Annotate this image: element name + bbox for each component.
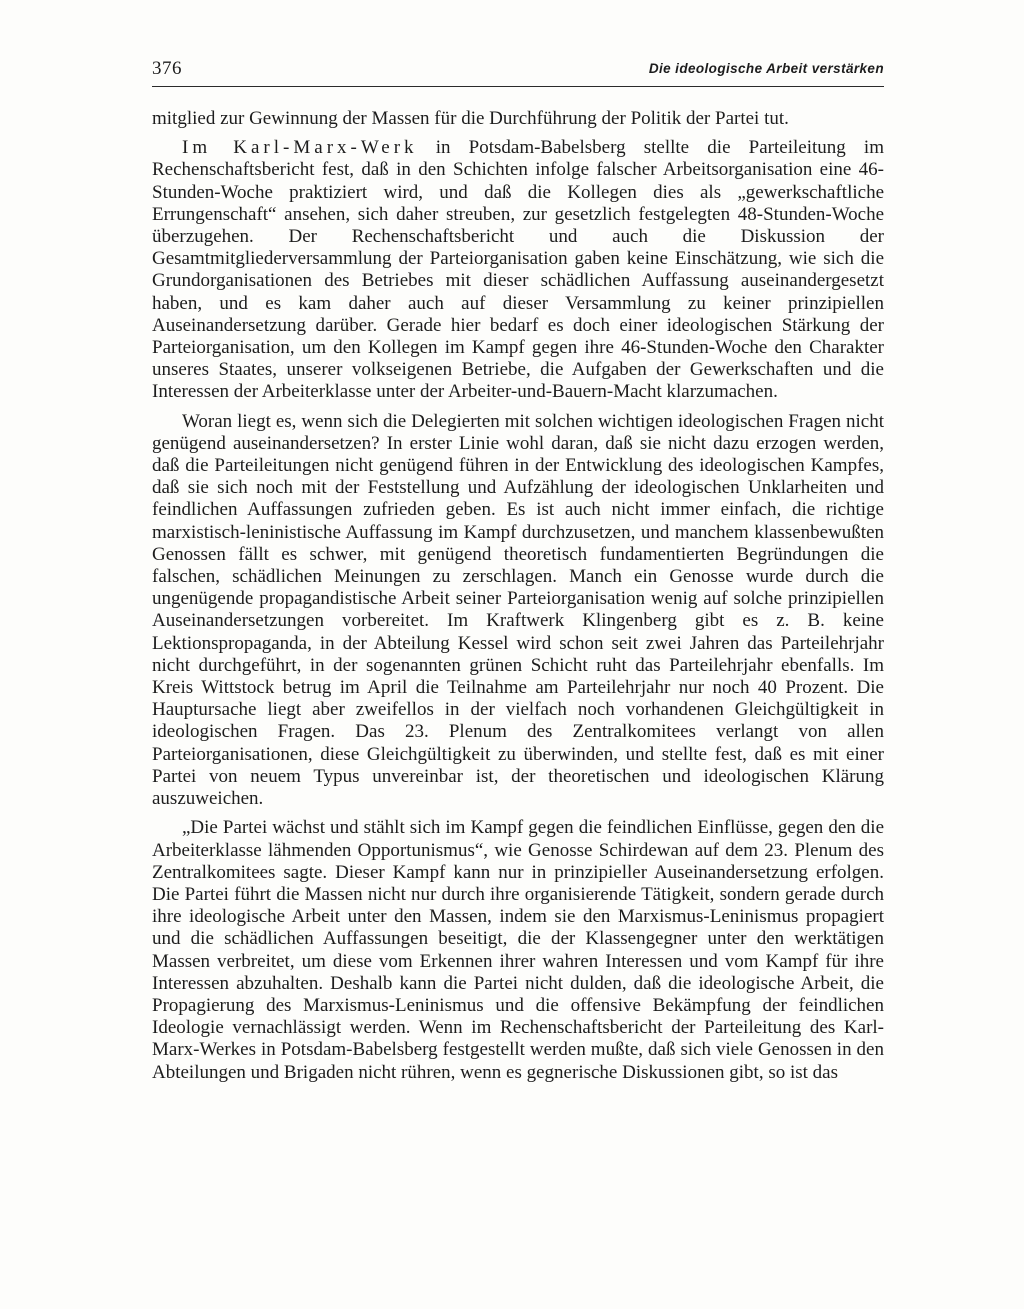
paragraph-3: Woran liegt es, wenn sich die Delegierten mit solchen wichtigen ideologischen Fragen nicht genügend auseinandersetzen? In erster Linie wohl daran, daß sie nicht dazu erzogen werden, daß die Parteileitungen nicht genügend führen in der Entwicklung des ideologischen Kampfes, daß sie sich noch mit der Feststellung und Aufzählung der ideologischen Unklarheiten und feindlichen Auffassungen zufrieden geben. Es ist auch nicht immer einfach, die richtige marxistisch-leninistische Auffassung im Kampf durchzusetzen, und manchem klassenbewußten Genossen fällt es schwer, mit genügend theoretisch fundamentierten Begründungen die falschen, schädlichen Meinungen zu zerschlagen. Manch ein Genosse wurde durch die ungenügende propagandistische Arbeit seiner Parteiorganisation wenig auf solche prinzipiellen Auseinandersetzungen vorbereitet. Im Kraftwerk Klingenberg gibt es z. B. keine Lektionspropaganda, in der Abteilung Kessel wird schon seit zwei Jahren das Parteilehrjahr nicht durchgeführt, in der sogenannten grünen Schicht ruht das Parteilehrjahr ebenfalls. Im Kreis Wittstock betrug im April die Teilnahme am Parteilehrjahr nur noch 40 Prozent. Die Hauptursache liegt aber zweifellos in der vielfach noch vorhandenen Gleichgültigkeit in ideologischen Fragen. Das 23. Plenum des Zentralkomitees verlangt von allen Parteiorganisationen, diese Gleichgültigkeit zu überwinden, und stellte fest, daß es mit einer Partei von neuem Typus unvereinbar ist, der theoretischen und ideologischen Klärung auszuweichen. <box>152 410 884 810</box>
running-title: Die ideologische Arbeit verstärken <box>648 61 884 76</box>
paragraph-4: „Die Partei wächst und stählt sich im Kampf gegen die feindlichen Einflüsse, gegen den die Arbeiterklasse lähmenden Opportunismus“, wie Genosse Schirdewan auf dem 23. Plenum des Zentralkomitees sagte. Dieser Kampf kann nur in prinzipieller Auseinandersetzung erfolgen. Die Partei führt die Massen nicht nur durch ihre organisierende Tätigkeit, sondern gerade durch ihre ideologische Arbeit unter den Massen, indem sie den Marxismus-Leninismus propagiert und die schädlichen Auffassungen beseitigt, die der Klassengegner unter den werktätigen Massen verbreitet, um diese vom Erkennen ihrer wahren Interessen und vom Kampf für ihre Interessen abzuhalten. Deshalb kann die Partei nicht dulden, daß die ideologische Arbeit, die Propagierung des Marxismus-Leninismus und die offensive Bekämpfung der feindlichen Ideologie vernachlässigt werden. Wenn im Rechenschaftsbericht der Parteileitung des Karl-Marx-Werkes in Potsdam-Babelsberg festgestellt werden mußte, daß sich viele Genossen in den Abteilungen und Brigaden nicht rühren, wenn es gegnerische Diskussionen gibt, so ist das <box>152 817 884 1083</box>
body-text <box>152 108 884 1084</box>
running-header <box>152 56 884 87</box>
emphasized-prefix: Im Karl-Marx-Werk <box>182 137 418 159</box>
paragraph-1: mitglied zur Gewinnung der Massen für die Durchführung der Politik der Partei tut. <box>152 108 789 129</box>
paragraph-2-text: in Potsdam-Babelsberg stellte die Parteileitung im Rechenschaftsbericht fest, daß in den Schichten infolge falscher Arbeitsorganisation eine 46-Stunden-Woche praktiziert wird, und daß die Kollegen dies als „gewerkschaftliche Errungenschaft“ ansehen, sich daher streuben, zur gesetzlich festgelegten 48-Stunden-Woche überzugehen. Der Rechenschaftsbericht und auch die Diskussion der Gesamtmitgliederversammlung der Parteiorganisation gaben keine Einschätzung, wie sich die Grundorganisationen des Betriebes mit dieser schädlichen Auffassung auseinandergesetzt haben, und es kam daher auch auf dieser Versammlung zu keiner prinzipiellen Auseinandersetzung darüber. Gerade hier bedarf es doch einer ideologischen Stärkung der Parteiorganisation, um den Kollegen im Kampf gegen ihre 46-Stunden-Woche den Charakter unseres Staates, unserer volkseigenen Betriebe, die Aufgaben der Gewerkschaften und die Interessen der Arbeiterklasse unter der Arbeiter-und-Bauern-Macht klarzumachen. <box>152 137 884 403</box>
page-number: 376 <box>152 58 182 79</box>
paragraph-2 <box>152 137 884 403</box>
